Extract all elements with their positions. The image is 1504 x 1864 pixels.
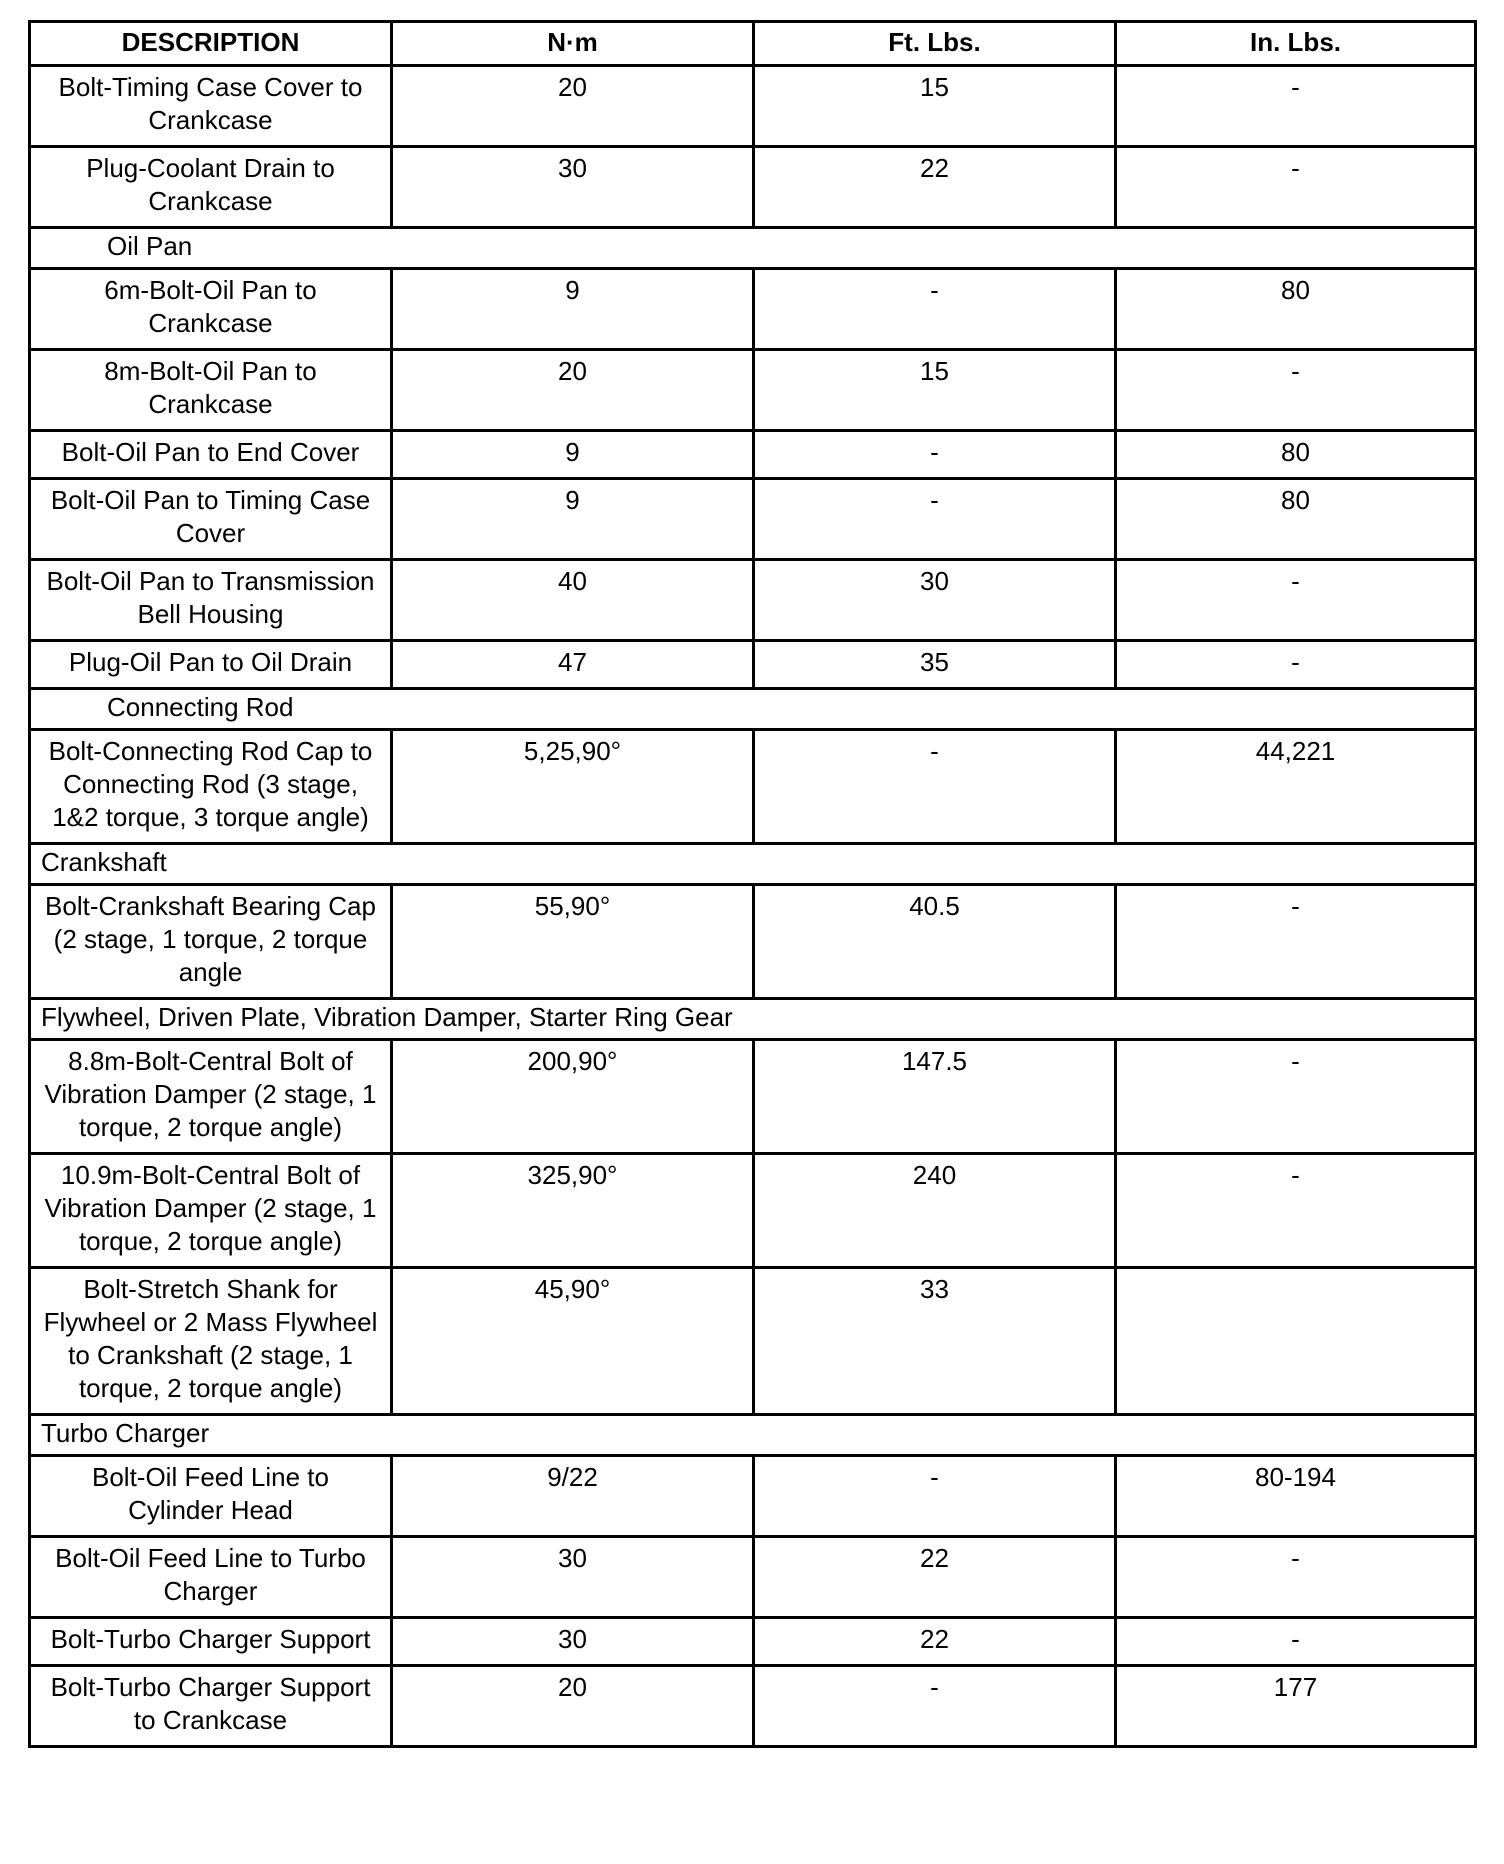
table-row	[30, 1040, 1476, 1154]
cell-nm: 9/22	[392, 1456, 754, 1537]
section-header-row	[30, 689, 1476, 730]
cell-ft-lbs: -	[754, 479, 1116, 560]
cell-ft-lbs: -	[754, 1456, 1116, 1537]
cell-in-lbs	[1116, 1268, 1476, 1415]
cell-nm: 40	[392, 560, 754, 641]
table-body	[30, 66, 1476, 1747]
cell-in-lbs: 80	[1116, 431, 1476, 479]
cell-description: 8.8m-Bolt-Central Bolt of Vibration Damper (2 stage, 1 torque, 2 torque angle)	[30, 1040, 392, 1154]
section-label: Connecting Rod	[30, 689, 1476, 730]
cell-in-lbs: -	[1116, 1618, 1476, 1666]
cell-in-lbs: -	[1116, 147, 1476, 228]
cell-in-lbs: 44,221	[1116, 730, 1476, 844]
cell-in-lbs: 80	[1116, 479, 1476, 560]
section-label: Turbo Charger	[30, 1415, 1476, 1456]
table-row	[30, 730, 1476, 844]
cell-in-lbs: 177	[1116, 1666, 1476, 1747]
section-label: Oil Pan	[30, 228, 1476, 269]
cell-in-lbs: -	[1116, 350, 1476, 431]
cell-ft-lbs: -	[754, 1666, 1116, 1747]
section-label: Flywheel, Driven Plate, Vibration Damper, Starter Ring Gear	[30, 999, 1476, 1040]
table-row	[30, 560, 1476, 641]
cell-in-lbs: -	[1116, 66, 1476, 147]
cell-ft-lbs: 22	[754, 1537, 1116, 1618]
cell-description: Bolt-Turbo Charger Support	[30, 1618, 392, 1666]
cell-ft-lbs: 30	[754, 560, 1116, 641]
section-header-row	[30, 1415, 1476, 1456]
cell-description: Plug-Oil Pan to Oil Drain	[30, 641, 392, 689]
table-row	[30, 66, 1476, 147]
cell-ft-lbs: 22	[754, 147, 1116, 228]
cell-nm: 30	[392, 1537, 754, 1618]
cell-description: 6m-Bolt-Oil Pan to Crankcase	[30, 269, 392, 350]
cell-nm: 20	[392, 350, 754, 431]
cell-nm: 20	[392, 1666, 754, 1747]
cell-nm: 45,90°	[392, 1268, 754, 1415]
table-row	[30, 147, 1476, 228]
cell-ft-lbs: 33	[754, 1268, 1116, 1415]
cell-ft-lbs: 40.5	[754, 885, 1116, 999]
section-header-row	[30, 844, 1476, 885]
cell-ft-lbs: 147.5	[754, 1040, 1116, 1154]
cell-description: 10.9m-Bolt-Central Bolt of Vibration Damper (2 stage, 1 torque, 2 torque angle)	[30, 1154, 392, 1268]
table-row	[30, 1268, 1476, 1415]
cell-nm: 9	[392, 431, 754, 479]
cell-description: Bolt-Oil Feed Line to Cylinder Head	[30, 1456, 392, 1537]
cell-in-lbs: -	[1116, 1537, 1476, 1618]
header-nm: N·m	[392, 22, 754, 66]
cell-in-lbs: -	[1116, 560, 1476, 641]
cell-in-lbs: -	[1116, 885, 1476, 999]
table-row	[30, 1537, 1476, 1618]
cell-description: Bolt-Crankshaft Bearing Cap (2 stage, 1 torque, 2 torque angle	[30, 885, 392, 999]
cell-description: Bolt-Oil Pan to End Cover	[30, 431, 392, 479]
section-header-row	[30, 228, 1476, 269]
cell-description: Bolt-Oil Pan to Timing Case Cover	[30, 479, 392, 560]
table-row	[30, 1618, 1476, 1666]
cell-in-lbs: 80-194	[1116, 1456, 1476, 1537]
cell-ft-lbs: 15	[754, 350, 1116, 431]
cell-nm: 20	[392, 66, 754, 147]
cell-description: Bolt-Oil Pan to Transmission Bell Housing	[30, 560, 392, 641]
table-row	[30, 1666, 1476, 1747]
cell-description: Plug-Coolant Drain to Crankcase	[30, 147, 392, 228]
cell-nm: 5,25,90°	[392, 730, 754, 844]
section-label: Crankshaft	[30, 844, 1476, 885]
header-in-lbs: In. Lbs.	[1116, 22, 1476, 66]
cell-nm: 55,90°	[392, 885, 754, 999]
table-row	[30, 479, 1476, 560]
cell-nm: 47	[392, 641, 754, 689]
section-header-row	[30, 999, 1476, 1040]
cell-ft-lbs: -	[754, 269, 1116, 350]
cell-ft-lbs: -	[754, 730, 1116, 844]
cell-description: Bolt-Connecting Rod Cap to Connecting Rod (3 stage, 1&2 torque, 3 torque angle)	[30, 730, 392, 844]
table-row	[30, 269, 1476, 350]
cell-nm: 200,90°	[392, 1040, 754, 1154]
table-row	[30, 431, 1476, 479]
table-row	[30, 1154, 1476, 1268]
header-ft-lbs: Ft. Lbs.	[754, 22, 1116, 66]
cell-ft-lbs: 240	[754, 1154, 1116, 1268]
cell-description: 8m-Bolt-Oil Pan to Crankcase	[30, 350, 392, 431]
cell-description: Bolt-Stretch Shank for Flywheel or 2 Mass Flywheel to Crankshaft (2 stage, 1 torque, 2 torque angle)	[30, 1268, 392, 1415]
header-description: DESCRIPTION	[30, 22, 392, 66]
cell-nm: 325,90°	[392, 1154, 754, 1268]
cell-nm: 30	[392, 1618, 754, 1666]
cell-nm: 9	[392, 479, 754, 560]
cell-ft-lbs: 15	[754, 66, 1116, 147]
cell-in-lbs: -	[1116, 1154, 1476, 1268]
cell-description: Bolt-Timing Case Cover to Crankcase	[30, 66, 392, 147]
cell-in-lbs: -	[1116, 1040, 1476, 1154]
cell-in-lbs: -	[1116, 641, 1476, 689]
table-row	[30, 1456, 1476, 1537]
torque-spec-table	[28, 20, 1477, 1748]
cell-ft-lbs: 22	[754, 1618, 1116, 1666]
cell-description: Bolt-Oil Feed Line to Turbo Charger	[30, 1537, 392, 1618]
table-row	[30, 350, 1476, 431]
cell-ft-lbs: -	[754, 431, 1116, 479]
table-row	[30, 885, 1476, 999]
cell-nm: 9	[392, 269, 754, 350]
cell-nm: 30	[392, 147, 754, 228]
cell-ft-lbs: 35	[754, 641, 1116, 689]
table-row	[30, 641, 1476, 689]
header-row	[30, 22, 1476, 66]
cell-in-lbs: 80	[1116, 269, 1476, 350]
cell-description: Bolt-Turbo Charger Support to Crankcase	[30, 1666, 392, 1747]
